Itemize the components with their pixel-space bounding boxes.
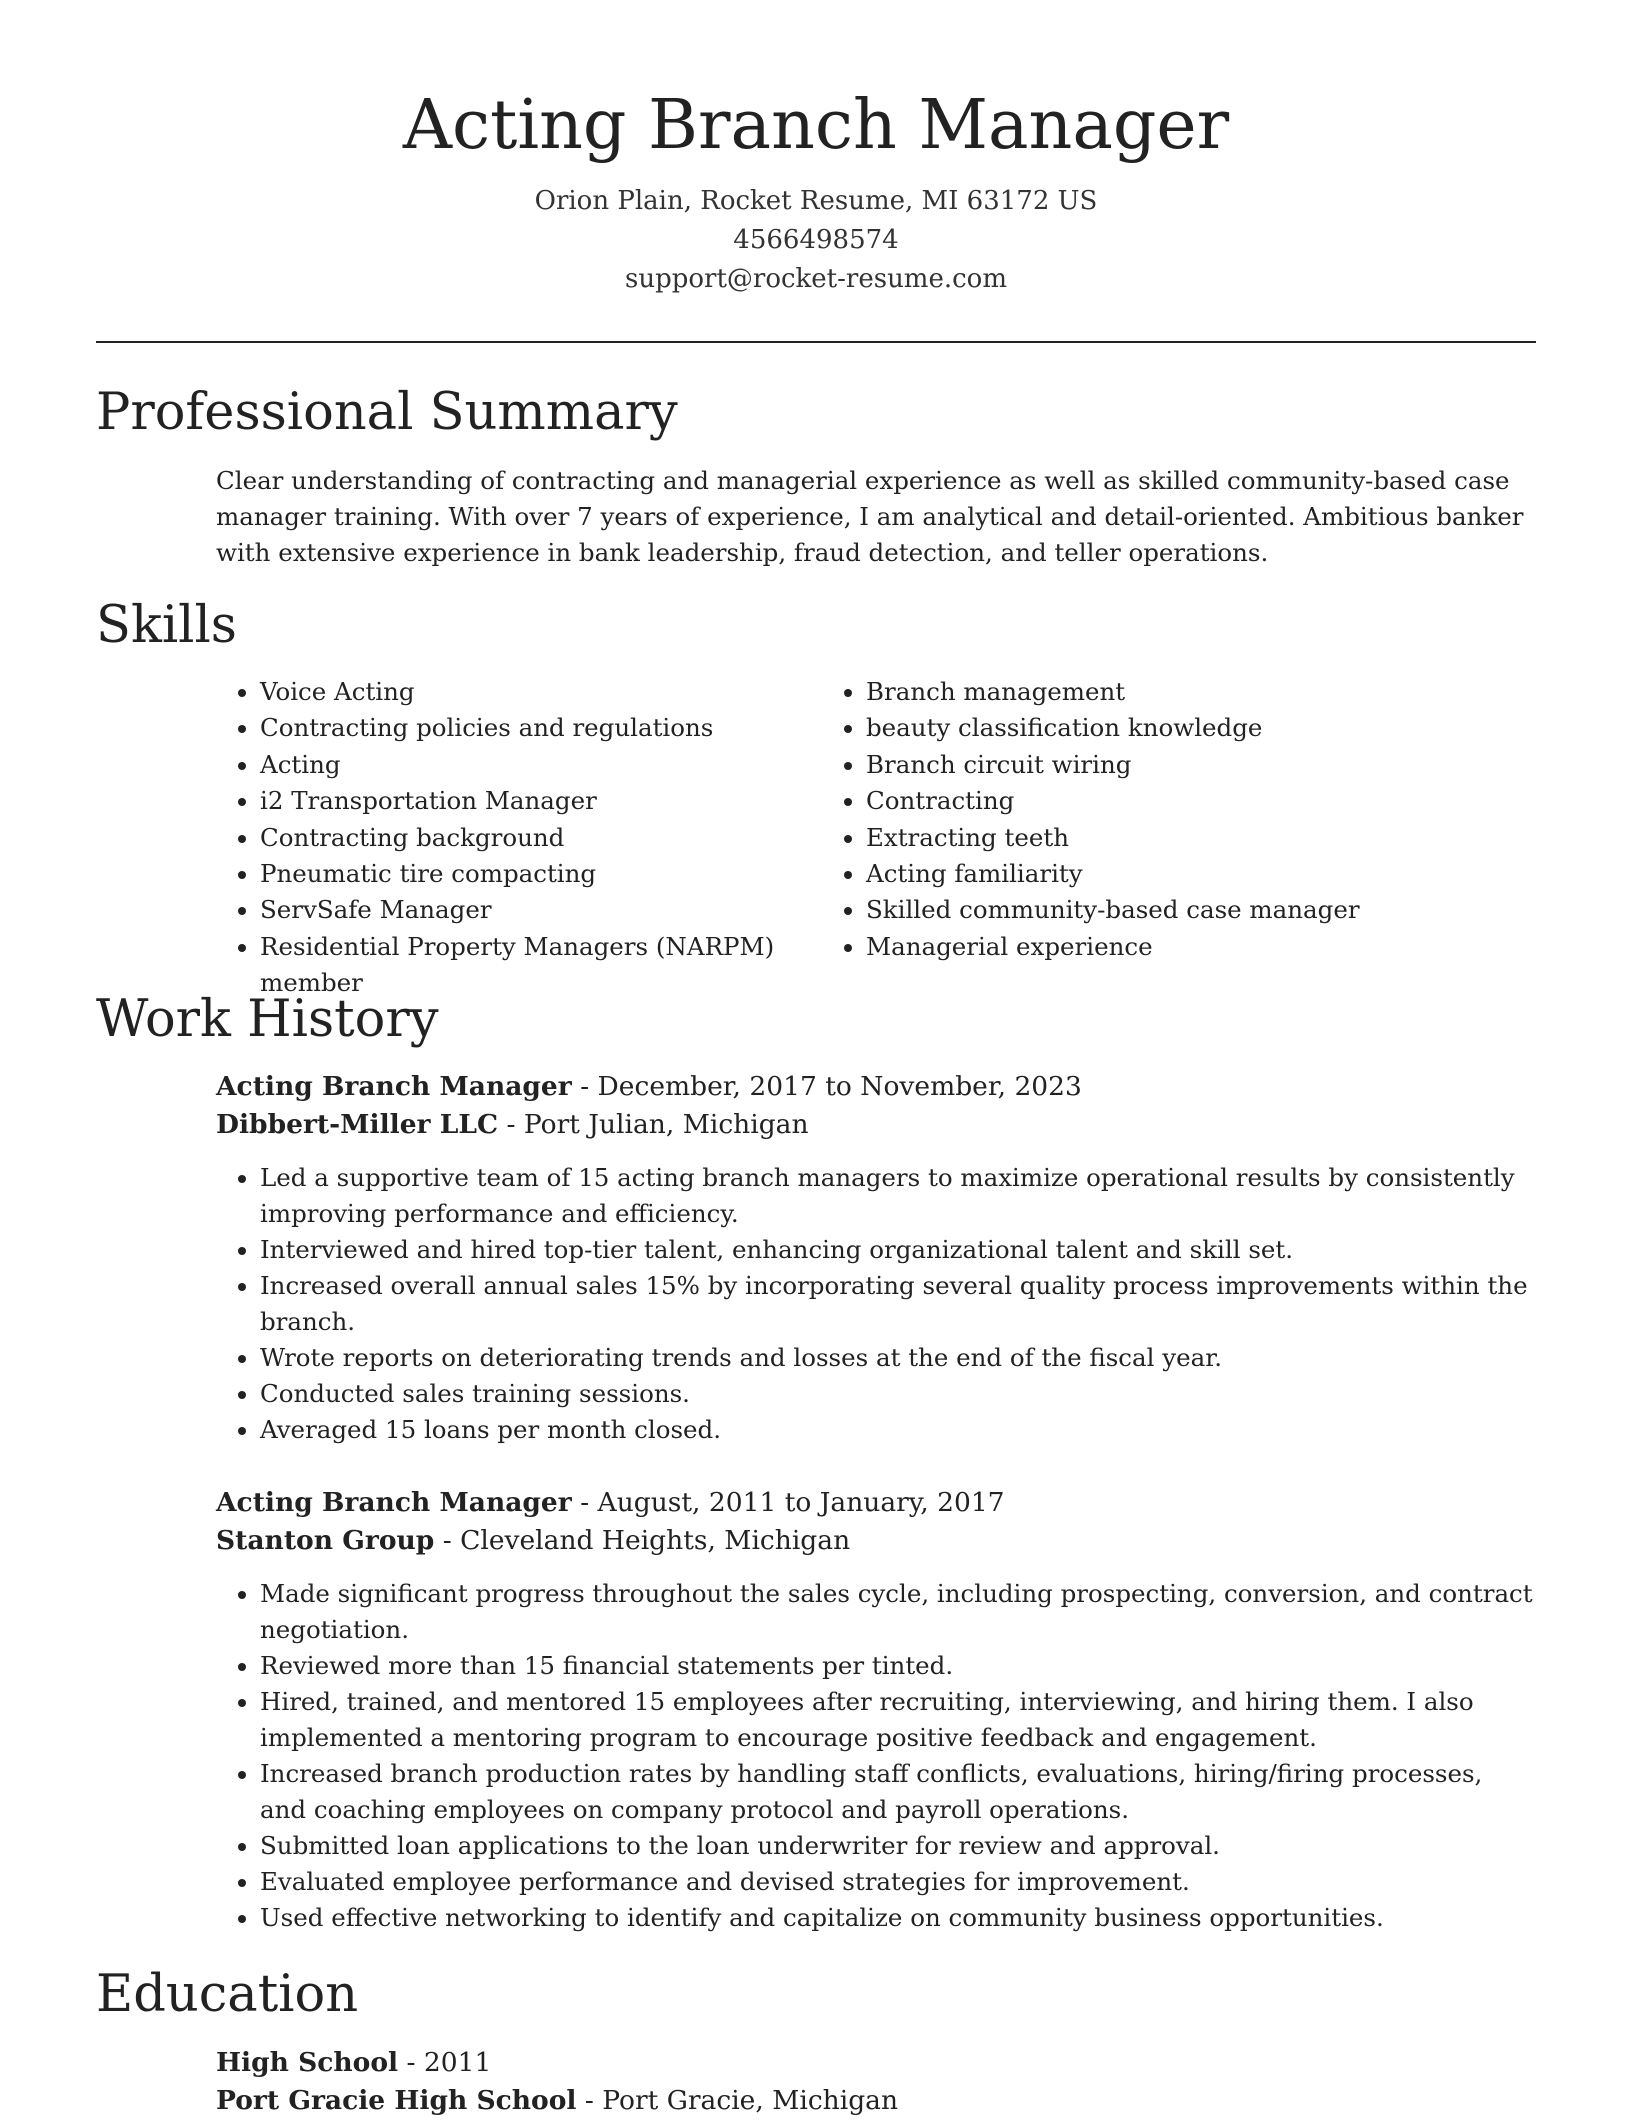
job-location: - Port Julian, Michigan: [498, 1109, 809, 1140]
skill-item: • Contracting: [866, 783, 1536, 819]
degree: High School: [216, 2047, 399, 2078]
skill-item: • Contracting policies and regulations: [260, 710, 822, 746]
job-bullet: • Averaged 15 loans per month closed.: [260, 1412, 1536, 1448]
resume-header: [0, 0, 1632, 299]
skill-item: • Pneumatic tire compacting: [260, 856, 822, 892]
skills-list: [216, 674, 1536, 1002]
job-title: Acting Branch Manager: [216, 1487, 572, 1518]
candidate-name: Acting Branch Manager: [402, 86, 1230, 165]
address: Orion Plain, Rocket Resume, MI 63172 US: [534, 186, 1098, 216]
job-dates: - December, 2017 to November, 2023: [571, 1071, 1082, 1102]
skill-item: • Branch management: [866, 674, 1536, 710]
email: support@rocket-resume.com: [624, 264, 1007, 294]
skill-item: • ServSafe Manager: [260, 892, 822, 928]
job-company-line: [216, 1522, 1536, 1560]
skill-item: • i2 Transportation Manager: [260, 783, 822, 819]
job-title-line: [216, 1484, 1536, 1522]
skills-column-2: [822, 674, 1536, 1002]
skill-item: • Branch circuit wiring: [866, 747, 1536, 783]
job-bullet: • Interviewed and hired top-tier talent, enhancing organizational talent and skill set.: [260, 1232, 1536, 1268]
skill-item: • Residential Property Managers (NARPM) member: [260, 929, 822, 1002]
phone: 4566498574: [733, 225, 899, 255]
company-name: Stanton Group: [216, 1525, 435, 1556]
job-bullet: • Reviewed more than 15 financial statements per tinted.: [260, 1648, 1536, 1684]
job-bullet: • Led a supportive team of 15 acting branch managers to maximize operational results by consistently improving performance and efficiency.: [260, 1160, 1536, 1232]
job-dates: - August, 2011 to January, 2017: [571, 1487, 1005, 1518]
summary-text: Clear understanding of contracting and managerial experience as well as skilled community-based case manager training. With over 7 years of experience, I am analytical and detail-oriented. Ambitious banker with extensive experience in bank leadership, fraud detection, and teller operations.: [216, 466, 1524, 567]
skills-column-1: [216, 674, 822, 1002]
job-bullet: • Increased overall annual sales 15% by incorporating several quality process improvements within the branch.: [260, 1268, 1536, 1340]
company-name: Dibbert-Miller LLC: [216, 1109, 499, 1140]
skills-heading: Skills: [96, 596, 237, 655]
job-bullet: • Made significant progress throughout the sales cycle, including prospecting, conversion, and contract negotiation.: [260, 1576, 1536, 1648]
job-bullet: • Used effective networking to identify and capitalize on community business opportunities.: [260, 1900, 1536, 1936]
skill-item: • Managerial experience: [866, 929, 1536, 965]
skill-item: • Voice Acting: [260, 674, 822, 710]
job-bullet: • Submitted loan applications to the loan underwriter for review and approval.: [260, 1828, 1536, 1864]
job-entry: [216, 1484, 1536, 1936]
school-line: [216, 2082, 1536, 2120]
job-title: Acting Branch Manager: [216, 1071, 572, 1102]
skill-item: • Acting: [260, 747, 822, 783]
job-company-line: [216, 1106, 1536, 1144]
degree-line: [216, 2044, 1536, 2082]
job-bullets: [216, 1160, 1536, 1448]
job-bullet: • Increased branch production rates by handling staff conflicts, evaluations, hiring/firing processes, and coaching employees on company protocol and payroll operations.: [260, 1756, 1536, 1828]
job-title-line: [216, 1068, 1536, 1106]
skill-item: • Skilled community-based case manager: [866, 892, 1536, 928]
skill-item: • beauty classification knowledge: [866, 710, 1536, 746]
job-bullet: • Evaluated employee performance and devised strategies for improvement.: [260, 1864, 1536, 1900]
work-history-heading: Work History: [96, 990, 439, 1049]
job-bullet: • Hired, trained, and mentored 15 employees after recruiting, interviewing, and hiring them. I also implemented a mentoring program to encourage positive feedback and engagement.: [260, 1684, 1536, 1756]
school-location: - Port Gracie, Michigan: [576, 2085, 899, 2116]
job-location: - Cleveland Heights, Michigan: [434, 1525, 851, 1556]
education-heading: Education: [96, 1965, 359, 2024]
job-entry: [216, 1068, 1536, 1448]
school-name: Port Gracie High School: [216, 2085, 577, 2116]
job-bullets: [216, 1576, 1536, 1936]
header-divider: [96, 341, 1536, 343]
skill-item: • Acting familiarity: [866, 856, 1536, 892]
graduation-year: - 2011: [398, 2047, 492, 2078]
summary-heading: Professional Summary: [96, 383, 678, 442]
contact-info: [0, 182, 1632, 299]
job-bullet: • Conducted sales training sessions.: [260, 1376, 1536, 1412]
skill-item: • Contracting background: [260, 820, 822, 856]
job-bullet: • Wrote reports on deteriorating trends and losses at the end of the fiscal year.: [260, 1340, 1536, 1376]
education-entry: [216, 2044, 1536, 2120]
skill-item: • Extracting teeth: [866, 820, 1536, 856]
